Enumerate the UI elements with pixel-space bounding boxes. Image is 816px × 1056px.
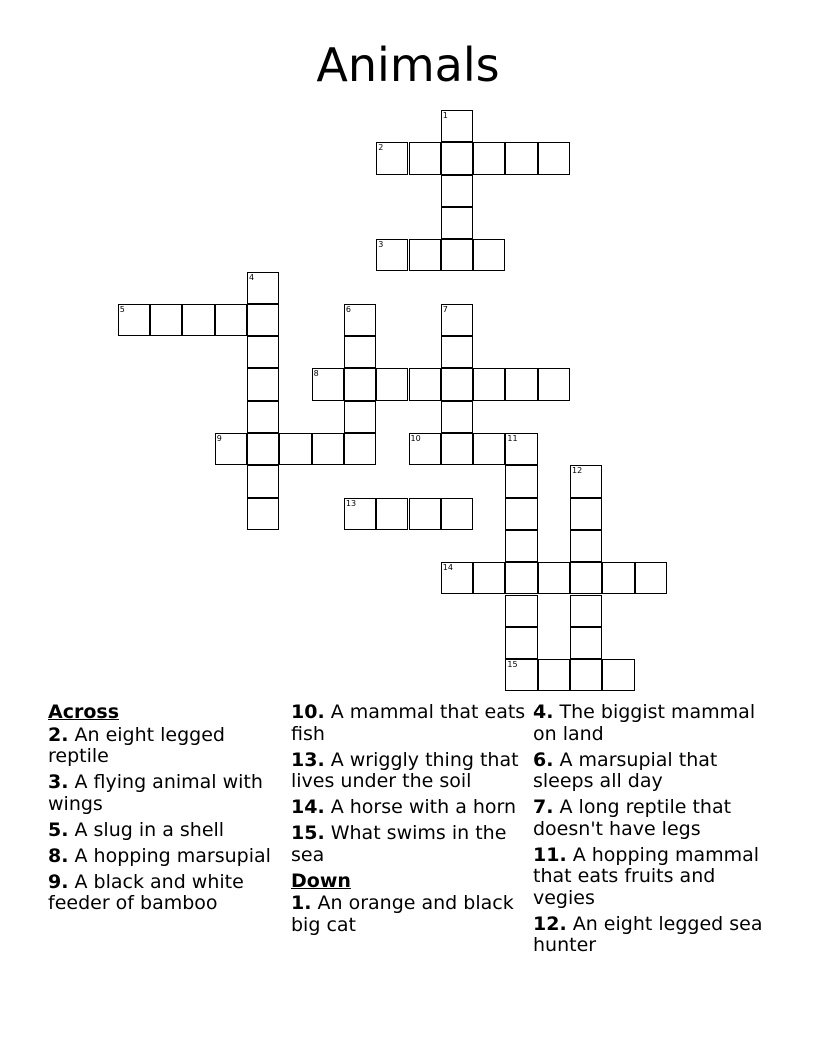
crossword-cell[interactable] bbox=[473, 433, 505, 465]
puzzle-title: Animals bbox=[316, 38, 500, 92]
clue-text: An eight legged sea hunter bbox=[533, 912, 763, 956]
clue-item bbox=[48, 725, 283, 768]
cell-number: 6 bbox=[345, 304, 351, 314]
crossword-cell[interactable] bbox=[344, 304, 376, 336]
cell-number: 14 bbox=[442, 563, 453, 573]
crossword-cell[interactable] bbox=[538, 562, 570, 594]
cell-number: 4 bbox=[249, 272, 255, 282]
crossword-cell[interactable] bbox=[312, 368, 344, 400]
crossword-cell[interactable] bbox=[570, 498, 602, 530]
cell-number: 11 bbox=[507, 434, 518, 443]
crossword-cell[interactable] bbox=[505, 627, 537, 659]
clue-item bbox=[291, 893, 531, 936]
crossword-cell[interactable] bbox=[570, 562, 602, 594]
clue-text: The biggist mammal on land bbox=[533, 701, 756, 745]
crossword-cell[interactable] bbox=[602, 659, 634, 691]
crossword-cell[interactable] bbox=[279, 433, 311, 465]
crossword-cell[interactable] bbox=[409, 498, 441, 530]
crossword-cell[interactable] bbox=[570, 627, 602, 659]
clue-item bbox=[533, 845, 773, 910]
clue-item bbox=[48, 820, 283, 842]
clue-text: A mammal that eats fish bbox=[291, 701, 526, 745]
crossword-cell[interactable] bbox=[344, 401, 376, 433]
crossword-cell[interactable] bbox=[473, 368, 505, 400]
crossword-cell[interactable] bbox=[409, 239, 441, 271]
clue-text: A marsupial that sleeps all day bbox=[533, 748, 718, 792]
crossword-cell[interactable] bbox=[118, 304, 150, 336]
crossword-cell[interactable] bbox=[247, 336, 279, 368]
crossword-cell[interactable] bbox=[441, 336, 473, 368]
clue-number: 7. bbox=[533, 796, 554, 818]
crossword-cell[interactable] bbox=[409, 142, 441, 174]
crossword-cell[interactable] bbox=[344, 433, 376, 465]
clue-item bbox=[48, 846, 283, 868]
clue-column-2 bbox=[291, 702, 531, 941]
crossword-cell[interactable] bbox=[441, 304, 473, 336]
clue-column-1 bbox=[48, 702, 283, 919]
crossword-cell[interactable] bbox=[570, 595, 602, 627]
crossword-cell[interactable] bbox=[473, 562, 505, 594]
crossword-cell[interactable] bbox=[441, 498, 473, 530]
crossword-cell[interactable] bbox=[570, 659, 602, 691]
clue-number: 2. bbox=[48, 723, 69, 746]
clue-text: A long reptile that doesn't have legs bbox=[533, 796, 732, 840]
clue-item bbox=[533, 750, 773, 793]
across-heading: Across bbox=[48, 701, 120, 723]
crossword-cell[interactable] bbox=[376, 498, 408, 530]
crossword-cell[interactable] bbox=[602, 562, 634, 594]
clue-number: 9. bbox=[48, 870, 69, 893]
clue-text: A slug in a shell bbox=[74, 818, 225, 841]
cell-number: 2 bbox=[378, 143, 384, 153]
crossword-cell[interactable] bbox=[538, 142, 570, 174]
crossword-cell[interactable] bbox=[247, 433, 279, 465]
clue-number: 12. bbox=[533, 912, 567, 935]
crossword-cell[interactable] bbox=[441, 207, 473, 239]
clue-number: 15. bbox=[291, 822, 325, 844]
clue-item bbox=[291, 823, 531, 866]
crossword-cell[interactable] bbox=[505, 368, 537, 400]
clue-text: A horse with a horn bbox=[330, 796, 517, 818]
clue-text: A black and white feeder of bamboo bbox=[48, 870, 244, 914]
crossword-cell[interactable] bbox=[505, 498, 537, 530]
crossword-cell[interactable] bbox=[441, 142, 473, 174]
clue-item bbox=[291, 797, 531, 819]
crossword-cell[interactable] bbox=[247, 304, 279, 336]
crossword-cell[interactable] bbox=[376, 239, 408, 271]
crossword-cell[interactable] bbox=[505, 142, 537, 174]
crossword-cell[interactable] bbox=[247, 498, 279, 530]
crossword-cell[interactable] bbox=[441, 175, 473, 207]
crossword-cell[interactable] bbox=[441, 401, 473, 433]
clue-item bbox=[533, 702, 773, 745]
clue-text: A hopping mammal that eats fruits and vegies bbox=[533, 843, 760, 909]
crossword-cell[interactable] bbox=[150, 304, 182, 336]
crossword-cell[interactable] bbox=[344, 368, 376, 400]
clue-number: 6. bbox=[533, 748, 554, 771]
crossword-cell[interactable] bbox=[505, 562, 537, 594]
crossword-cell[interactable] bbox=[570, 530, 602, 562]
clue-item bbox=[291, 702, 531, 745]
crossword-cell[interactable] bbox=[505, 595, 537, 627]
down-heading: Down bbox=[291, 869, 351, 892]
crossword-cell[interactable] bbox=[441, 239, 473, 271]
cell-number: 13 bbox=[345, 498, 357, 508]
crossword-cell[interactable] bbox=[344, 498, 376, 530]
crossword-cell[interactable] bbox=[505, 433, 537, 465]
crossword-cell[interactable] bbox=[473, 239, 505, 271]
crossword-cell[interactable] bbox=[376, 368, 408, 400]
cell-number: 1 bbox=[442, 111, 448, 120]
clue-text: A flying animal with wings bbox=[48, 771, 263, 815]
clue-number: 8. bbox=[48, 844, 69, 867]
clue-item bbox=[291, 750, 531, 793]
crossword-cell[interactable] bbox=[344, 336, 376, 368]
cell-number: 7 bbox=[442, 304, 448, 314]
clue-item bbox=[48, 772, 283, 815]
crossword-cell[interactable] bbox=[215, 304, 247, 336]
cell-number: 9 bbox=[216, 434, 222, 443]
cell-number: 5 bbox=[119, 304, 125, 314]
cell-number: 10 bbox=[410, 434, 421, 443]
crossword-cell[interactable] bbox=[570, 465, 602, 497]
crossword-cell[interactable] bbox=[505, 465, 537, 497]
clue-number: 4. bbox=[533, 701, 554, 723]
crossword-cell[interactable] bbox=[441, 110, 473, 142]
crossword-cell[interactable] bbox=[376, 142, 408, 174]
crossword-cell[interactable] bbox=[182, 304, 214, 336]
clue-text: A hopping marsupial bbox=[74, 844, 271, 867]
clue-text: An orange and black big cat bbox=[291, 892, 514, 936]
crossword-cell[interactable] bbox=[473, 142, 505, 174]
clue-item bbox=[533, 797, 773, 840]
clue-item bbox=[48, 872, 283, 915]
crossword-cell[interactable] bbox=[215, 433, 247, 465]
crossword-cell[interactable] bbox=[538, 368, 570, 400]
clue-number: 11. bbox=[533, 843, 567, 866]
crossword-cell[interactable] bbox=[635, 562, 667, 594]
clue-column-3 bbox=[533, 702, 773, 961]
crossword-cell[interactable] bbox=[247, 401, 279, 433]
crossword-cell[interactable] bbox=[247, 272, 279, 304]
clue-number: 10. bbox=[291, 701, 325, 723]
clue-number: 5. bbox=[48, 818, 69, 841]
clue-text: An eight legged reptile bbox=[48, 723, 225, 767]
cell-number: 3 bbox=[378, 240, 384, 250]
crossword-cell[interactable] bbox=[441, 368, 473, 400]
clue-number: 1. bbox=[291, 892, 312, 914]
clue-text: What swims in the sea bbox=[291, 822, 507, 866]
crossword-cell[interactable] bbox=[538, 659, 570, 691]
crossword-cell[interactable] bbox=[247, 465, 279, 497]
clue-number: 3. bbox=[48, 771, 69, 793]
crossword-cell[interactable] bbox=[505, 659, 537, 691]
crossword-cell[interactable] bbox=[312, 433, 344, 465]
cell-number: 15 bbox=[507, 660, 518, 670]
crossword-cell[interactable] bbox=[409, 368, 441, 400]
crossword-cell[interactable] bbox=[441, 562, 473, 594]
cell-number: 8 bbox=[313, 369, 319, 379]
cell-number: 12 bbox=[572, 466, 583, 476]
crossword-cell[interactable] bbox=[505, 530, 537, 562]
clue-item bbox=[533, 914, 773, 957]
crossword-cell[interactable] bbox=[409, 433, 441, 465]
clue-number: 14. bbox=[291, 796, 325, 818]
clue-text: A wriggly thing that lives under the soil bbox=[291, 748, 519, 792]
crossword-cell[interactable] bbox=[441, 433, 473, 465]
crossword-cell[interactable] bbox=[247, 368, 279, 400]
clue-number: 13. bbox=[291, 748, 325, 771]
